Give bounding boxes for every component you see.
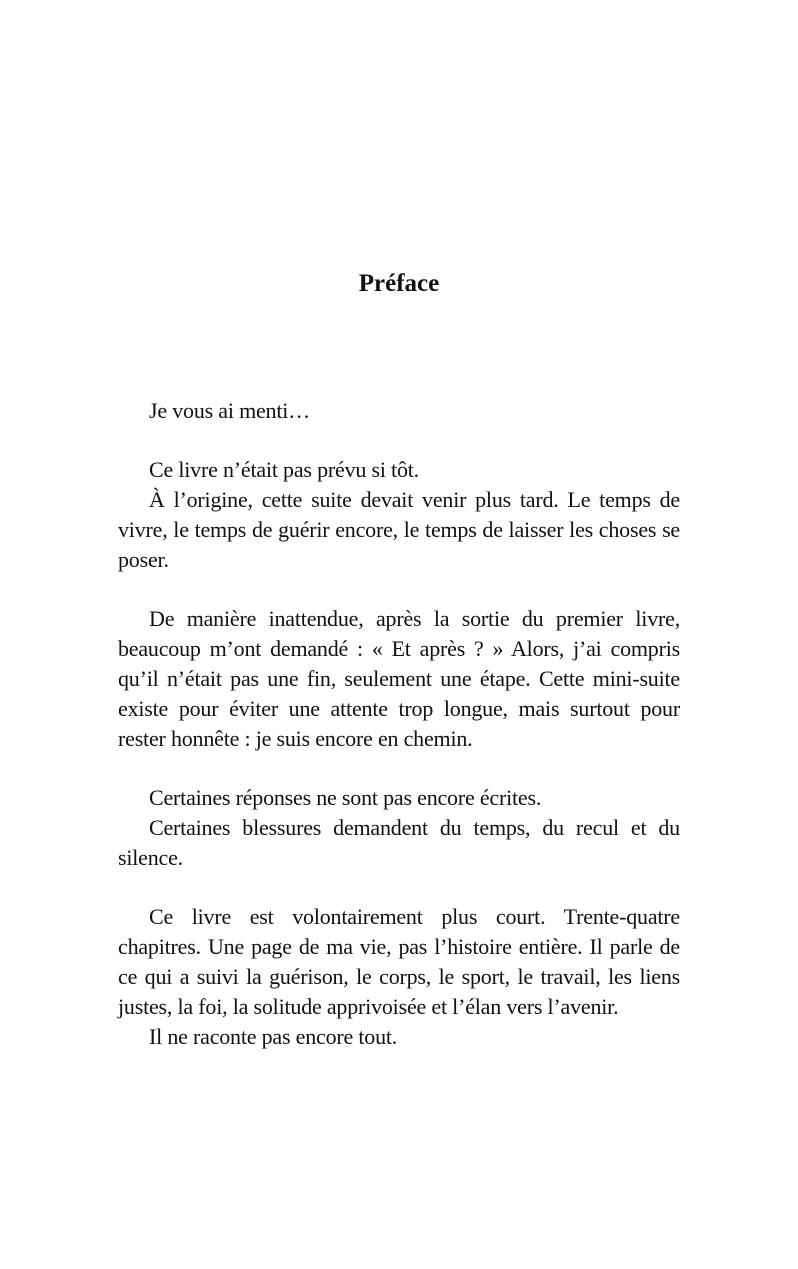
paragraph-spacer — [118, 575, 680, 604]
paragraph: Certaines blessures demandent du temps, du recul et du silence. — [118, 815, 680, 870]
paragraph-spacer — [118, 873, 680, 902]
paragraph: Ce livre est volontairement plus court. Trente-quatre chapitres. Une page de ma vie, pas l’histoire entière. Il parle de ce qui a suivi la guérison, le corps, le sport, le travail, les liens justes, la foi, la solitude apprivoisée et l’élan vers l’avenir. — [118, 904, 680, 1019]
paragraph: Ce livre n’était pas prévu si tôt. — [149, 457, 419, 482]
paragraph: Je vous ai menti… — [149, 398, 310, 423]
page-title: Préface — [358, 270, 440, 297]
paragraph: Il ne raconte pas encore tout. — [149, 1024, 398, 1049]
paragraph: À l’origine, cette suite devait venir plus tard. Le temps de vivre, le temps de guérir encore, le temps de laisser les choses se poser. — [118, 487, 680, 572]
paragraph-spacer — [118, 426, 680, 455]
paragraph: Certaines réponses ne sont pas encore écrites. — [149, 785, 542, 810]
book-page — [118, 0, 680, 1269]
paragraph-spacer — [118, 754, 680, 783]
paragraph: De manière inattendue, après la sortie du premier livre, beaucoup m’ont demandé : « Et après ? » Alors, j’ai compris qu’il n’était pas une fin, seulement une étape. Cette mini-suite existe pour éviter une attente trop longue, mais surtout pour rester honnête : je suis encore en chemin. — [118, 606, 680, 751]
preface-body — [118, 396, 680, 1052]
